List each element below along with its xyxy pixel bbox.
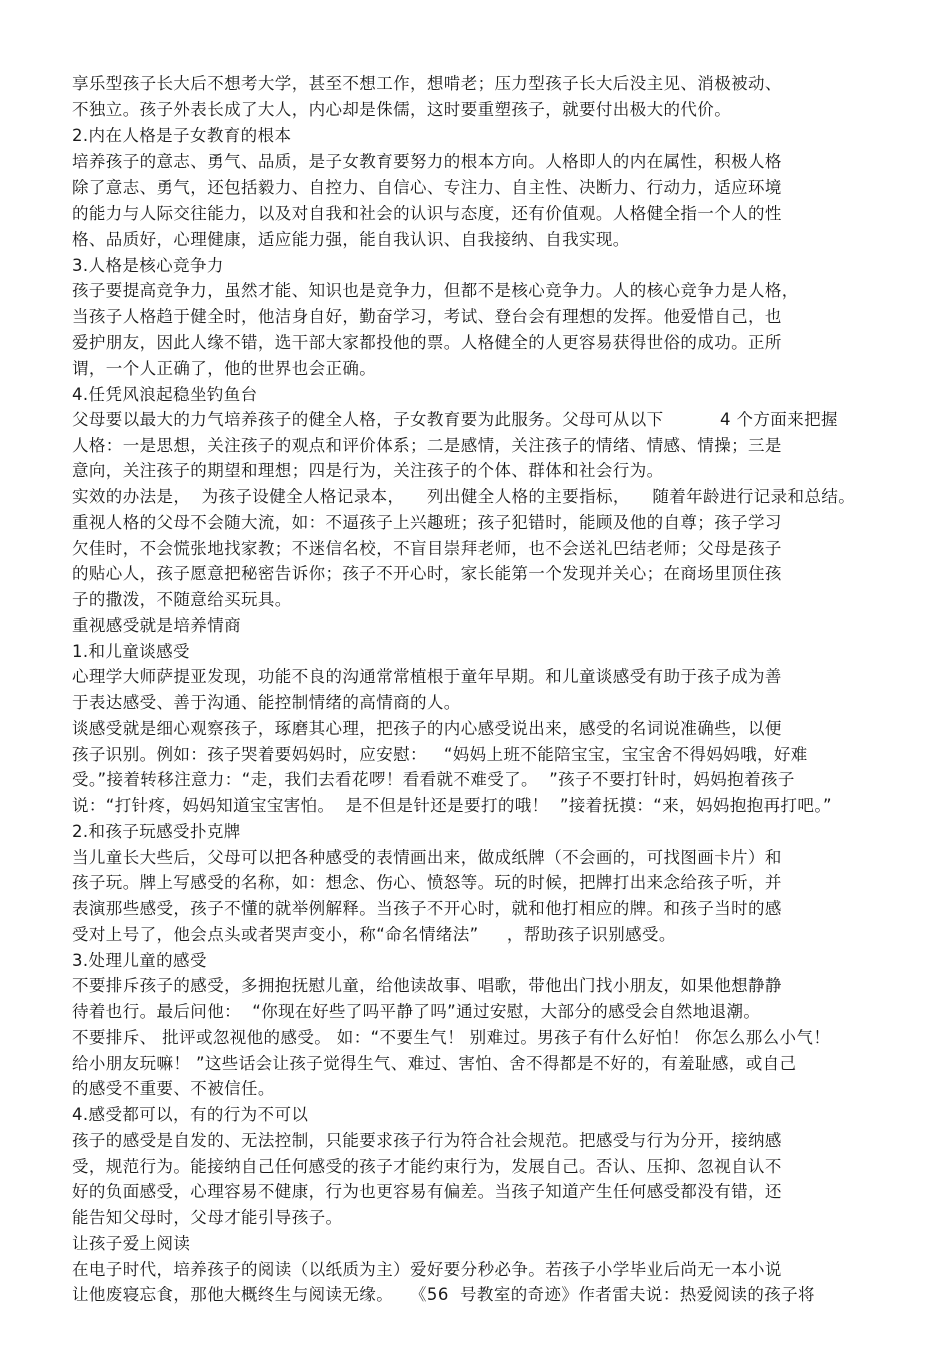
text-line: 欠佳时，不会慌张地找家教；不迷信名校，不盲目崇拜老师，也不会送礼巴结老师；父母是孩子: [72, 539, 782, 558]
text-line: 的贴心人，孩子愿意把秘密告诉你；孩子不开心时，家长能第一个发现并关心；在商场里顶住孩: [72, 564, 782, 583]
text-line: 孩子玩。牌上写感受的名称，如：想念、伤心、愤怒等。玩的时候，把牌打出来念给孩子听，并: [72, 873, 782, 892]
text-line: 当儿童长大些后，父母可以把各种感受的表情画出来，做成纸牌（不会画的，可找图画卡片）和: [72, 848, 782, 867]
text-line: 培养孩子的意志、勇气、品质，是子女教育要努力的根本方向。人格即人的内在属性，积极人格: [72, 152, 782, 171]
text-line: 不要排斥孩子的感受，多拥抱抚慰儿童，给他读故事、唱歌，带他出门找小朋友，如果他想静静: [72, 976, 782, 995]
text-line: 重视人格的父母不会随大流，如：不逼孩子上兴趣班；孩子犯错时，能顾及他的自尊；孩子学习: [72, 513, 782, 532]
text-line: 给小朋友玩嘛！ ”这些话会让孩子觉得生气、难过、害怕、舍不得都是不好的，有羞耻感，或自己: [72, 1054, 797, 1073]
text-line: 孩子要提高竞争力，虽然才能、知识也是竞争力，但都不是核心竞争力。人的核心竞争力是人格，: [72, 281, 799, 300]
text-line: 谈感受就是细心观察孩子，琢磨其心理，把孩子的内心感受说出来，感受的名词说准确些，以便: [72, 719, 782, 738]
text-line: 受对上号了，他会点头或者哭声变小，称“命名情绪法” ，帮助孩子识别感受。: [72, 925, 676, 944]
text-line: 待着也行。最后问他： “你现在好些了吗平静了吗”通过安慰，大部分的感受会自然地退潮。: [72, 1002, 761, 1021]
section-heading: 3.人格是核心竞争力: [72, 256, 224, 275]
text-line: 于表达感受、善于沟通、能控制情绪的高情商的人。: [72, 693, 461, 712]
section-heading: 重视感受就是培养情商: [72, 616, 241, 635]
text-line: 不要排斥、 批评或忽视他的感受。 如：“不要生气！ 别难过。男孩子有什么好怕！ 你怎么那么小气！: [72, 1028, 831, 1047]
text-line: 除了意志、勇气，还包括毅力、自控力、自信心、专注力、自主性、决断力、行动力，适应环境: [72, 178, 782, 197]
text-line: 当孩子人格趋于健全时，他洁身自好，勤奋学习，考试、登台会有理想的发挥。他爱惜自己，也: [72, 307, 782, 326]
text-line: 能告知父母时，父母才能引导孩子。: [72, 1208, 343, 1227]
text-line: 父母要以最大的力气培养孩子的健全人格，子女教育要为此服务。父母可从以下 4 个方面来把握: [72, 410, 838, 429]
text-line: 实效的办法是， 为孩子设健全人格记录本， 列出健全人格的主要指标， 随着年龄进行记录和总结。: [72, 487, 856, 506]
section-heading: 2.内在人格是子女教育的根本: [72, 126, 292, 145]
text-line: 格、品质好，心理健康，适应能力强，能自我认识、自我接纳、自我实现。: [72, 230, 630, 249]
section-heading: 3.处理儿童的感受: [72, 951, 207, 970]
text-line: 的能力与人际交往能力，以及对自我和社会的认识与态度，还有价值观。人格健全指一个人的性: [72, 204, 782, 223]
text-line: 受。”接着转移注意力：“走，我们去看花啰！看看就不难受了。 ”孩子不要打针时，妈妈抱着孩子: [72, 770, 795, 789]
section-heading: 1.和儿童谈感受: [72, 642, 190, 661]
text-line: 心理学大师萨提亚发现，功能不良的沟通常常植根于童年早期。和儿童谈感受有助于孩子成为善: [72, 667, 782, 686]
text-line: 不独立。孩子外表长成了大人，内心却是侏儒，这时要重塑孩子，就要付出极大的代价。: [72, 100, 732, 119]
text-line: 享乐型孩子长大后不想考大学，甚至不想工作，想啃老；压力型孩子长大后没主见、消极被动、: [72, 74, 782, 93]
text-line: 表演那些感受，孩子不懂的就举例解释。当孩子不开心时，就和他打相应的牌。和孩子当时的感: [72, 899, 782, 918]
text-line: 人格：一是思想，关注孩子的观点和评价体系；二是感情，关注孩子的情绪、情感、情操；三是: [72, 436, 782, 455]
text-line: 说：“打针疼，妈妈知道宝宝害怕。 是不但是针还是要打的哦！ ”接着抚摸：“来，妈妈抱抱再打吧。”: [72, 796, 832, 815]
text-line: 受，规范行为。能接纳自己任何感受的孩子才能约束行为，发展自己。否认、压抑、忽视自认不: [72, 1157, 782, 1176]
section-heading: 4.感受都可以，有的行为不可以: [72, 1105, 309, 1124]
text-line: 在电子时代，培养孩子的阅读（以纸质为主）爱好要分秒必争。若孩子小学毕业后尚无一本小说: [72, 1260, 782, 1279]
section-heading: 让孩子爱上阅读: [72, 1234, 191, 1253]
section-heading: 2.和孩子玩感受扑克牌: [72, 822, 241, 841]
text-line: 孩子识别。例如：孩子哭着要妈妈时，应安慰： “妈妈上班不能陪宝宝，宝宝舍不得妈妈哦，好难: [72, 745, 808, 764]
text-line: 子的撒泼，不随意给买玩具。: [72, 590, 292, 609]
text-line: 的感受不重要、不被信任。: [72, 1079, 275, 1098]
text-line: 意向，关注孩子的期望和理想；四是行为，关注孩子的个体、群体和社会行为。: [72, 461, 664, 480]
text-line: 让他废寝忘食，那他大概终生与阅读无缘。 《56 号教室的奇迹》作者雷夫说：热爱阅读的孩子将: [72, 1285, 815, 1304]
text-line: 好的负面感受，心理容易不健康，行为也更容易有偏差。当孩子知道产生任何感受都没有错，还: [72, 1182, 782, 1201]
text-line: 谓，一个人正确了，他的世界也会正确。: [72, 359, 377, 378]
text-line: 爱护朋友，因此人缘不错，选干部大家都投他的票。人格健全的人更容易获得世俗的成功。正所: [72, 333, 782, 352]
section-heading: 4.任凭风浪起稳坐钓鱼台: [72, 385, 258, 404]
text-line: 孩子的感受是自发的、无法控制，只能要求孩子行为符合社会规范。把感受与行为分开，接纳感: [72, 1131, 782, 1150]
